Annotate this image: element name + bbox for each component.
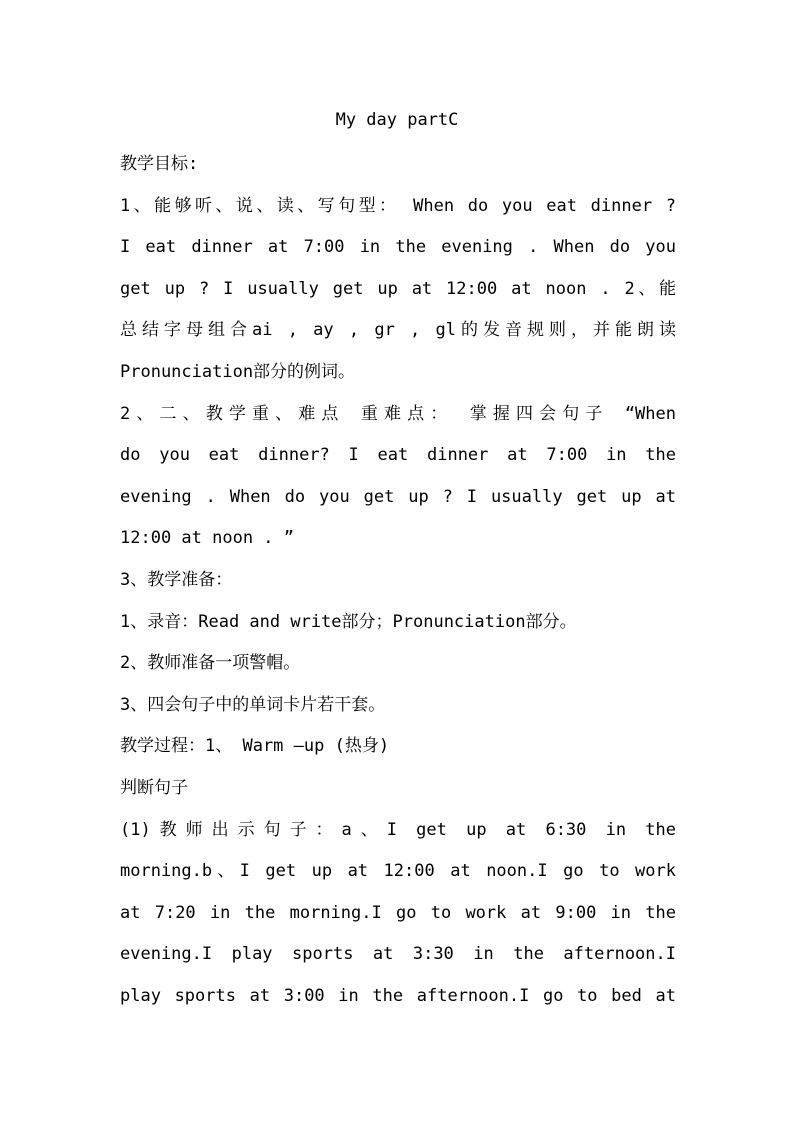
paragraph-line: 总结字母组合ai , ay , gr , gl的发音规则，并能朗读 [120, 320, 676, 341]
paragraph-line: Pronunciation部分的例词。 [120, 361, 356, 382]
paragraph-line: get up ? I usually get up at 12:00 at noon . 2、能 [120, 278, 676, 299]
document-body [120, 144, 676, 1017]
document-title: My day partC [335, 110, 459, 130]
list-item: 1、录音：Read and write部分；Pronunciation部分。 [120, 611, 577, 632]
paragraph-line: play sports at 3:00 in the afternoon.I go to bed at [120, 985, 676, 1006]
paragraph-line: (1)教师出示句子：a、I get up at 6:30 in the [120, 819, 676, 840]
section-heading-objectives: 教学目标: [120, 154, 199, 174]
paragraph-line: evening.I play sports at 3:30 in the afternoon.I [120, 944, 676, 965]
list-item: 3、四会句子中的单词卡片若干套。 [120, 694, 386, 715]
paragraph-line: morning.b、I get up at 12:00 at noon.I go to work [120, 861, 676, 882]
section-heading-process: 教学过程：1、 Warm –up (热身) [120, 736, 390, 757]
paragraph-line: I eat dinner at 7:00 in the evening . When do you [120, 237, 676, 258]
paragraph-line: 2、二、教学重、难点 重难点： 掌握四会句子 “When [120, 403, 676, 424]
paragraph-line: at 7:20 in the morning.I go to work at 9:00 in the [120, 902, 676, 923]
paragraph-line: 12:00 at noon . ” [120, 528, 294, 549]
section-heading-preparation: 3、教学准备： [120, 569, 233, 590]
list-item: 2、教师准备一项警帽。 [120, 653, 301, 674]
paragraph-line: do you eat dinner? I eat dinner at 7:00 in the [120, 445, 676, 466]
paragraph-line: 1、能够听、说、读、写句型： When do you eat dinner ? [120, 195, 676, 216]
subheading: 判断句子 [120, 777, 188, 798]
paragraph-line: evening . When do you get up ? I usually get up at [120, 486, 676, 507]
